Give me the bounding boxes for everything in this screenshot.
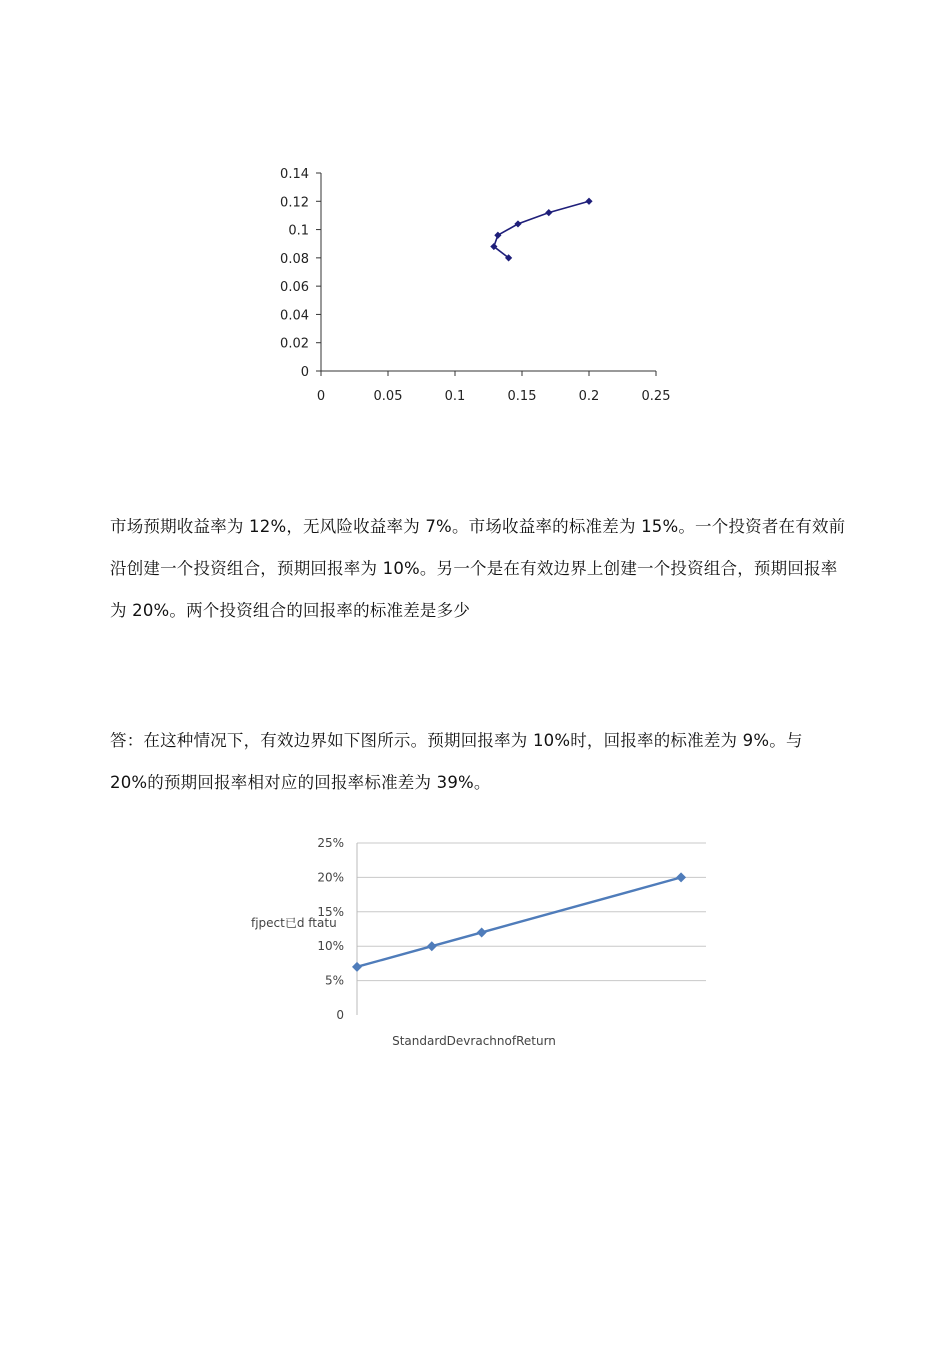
data-point: [585, 198, 592, 205]
y-tick-label: 5%: [324, 973, 344, 988]
y-tick-label: 0.12: [280, 195, 309, 211]
x-axis-ticks: [317, 371, 671, 404]
answer-text: 答：在这种情况下，有效边界如下图所示。预期回报率为 10%时，回报率的标准差为 9%。与 20%的预期回报率相对应的回报率标准差为 39%。: [110, 731, 803, 792]
data-point: [352, 962, 362, 972]
series-line: [357, 877, 681, 966]
y-tick-label: 20%: [317, 870, 344, 885]
x-tick-label: 0.2: [578, 389, 600, 404]
data-point: [514, 220, 521, 227]
data-point: [427, 941, 437, 951]
y-tick-label: 0: [336, 1008, 344, 1022]
x-tick-label: 0.1: [444, 389, 466, 404]
y-tick-label: 0.1: [288, 223, 309, 239]
x-tick-label: 0.15: [507, 389, 537, 404]
y-axis-ticks: [280, 167, 321, 380]
x-axis-label: StandardDevrachnofReturn: [392, 1034, 556, 1048]
x-tick-label: 0.05: [373, 389, 403, 404]
y-tick-label: 0.08: [280, 251, 309, 267]
x-tick-label: 0: [316, 389, 326, 404]
frontier-chart: [260, 160, 690, 410]
y-tick-label: 0.02: [280, 336, 309, 352]
question-text: 市场预期收益率为 12%，无风险收益率为 7%。市场收益率的标准差为 15%。一个投资者在有效前沿创建一个投资组合，预期回报率为 10%。另一个是在有效边界上创建一个投资组合，预期回报率为 20%。两个投资组合的回报率的标准差是多少: [110, 517, 846, 620]
series-line: [494, 201, 589, 258]
y-tick-label: 25%: [317, 836, 344, 850]
y-tick-label: 0.04: [280, 308, 309, 324]
y-tick-label: 0.06: [280, 280, 309, 296]
y-tick-label: 15%: [317, 904, 344, 919]
series-points: [490, 198, 592, 262]
y-tick-label: 0: [300, 365, 309, 380]
data-point: [494, 232, 501, 239]
y-tick-label: 0.14: [280, 167, 309, 182]
data-point: [477, 927, 487, 937]
gridlines: [357, 843, 706, 981]
return-vs-stdev-chart: [240, 830, 720, 1060]
y-tick-label: 10%: [317, 939, 344, 954]
data-point: [545, 209, 552, 216]
data-point: [676, 872, 686, 882]
x-tick-label: 0.25: [641, 389, 671, 404]
y-axis-label: fjpect已d ftatu: [251, 916, 337, 930]
